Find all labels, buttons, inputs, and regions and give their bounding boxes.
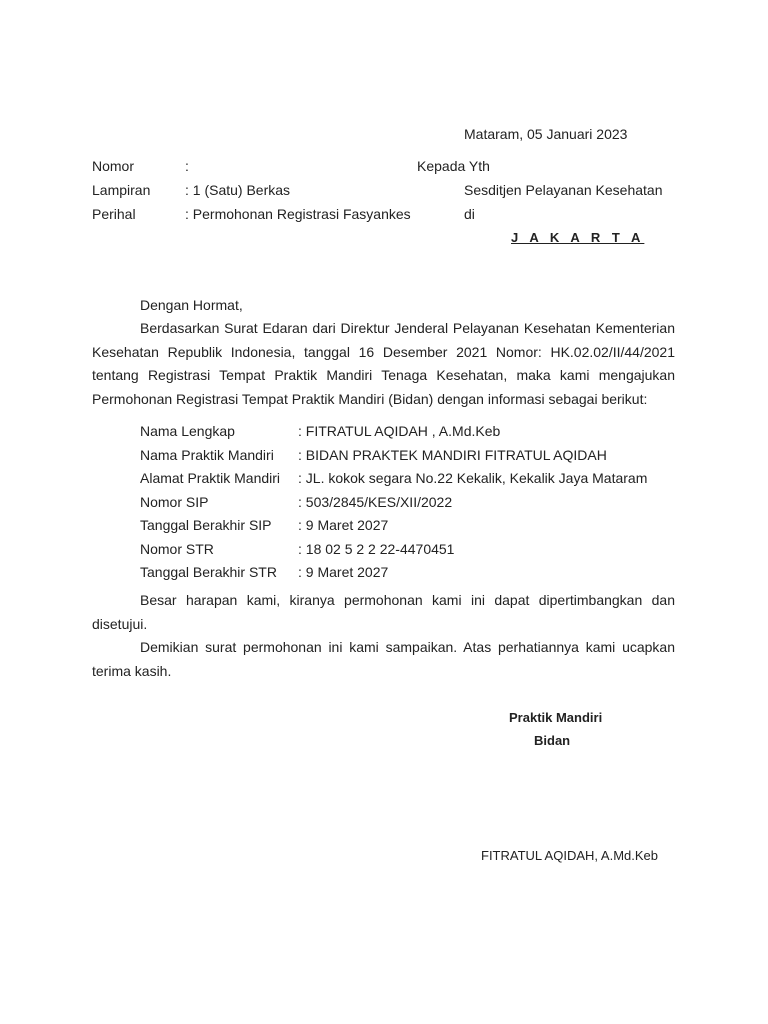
recipient-to: Kepada Yth — [417, 158, 490, 174]
info-value: : 18 02 5 2 2 22-4470451 — [298, 540, 455, 557]
recipient-city: J A K A R T A — [511, 230, 645, 245]
info-label: Tanggal Berakhir SIP — [140, 517, 272, 533]
meta-value-perihal: : Permohonan Registrasi Fasyankes — [185, 206, 411, 222]
info-label: Nomor SIP — [140, 493, 209, 510]
meta-label-perihal: Perihal — [92, 206, 136, 222]
meta-label-lampiran: Lampiran — [92, 182, 151, 198]
info-value: : FITRATUL AQIDAH , A.Md.Keb — [298, 423, 501, 439]
info-value: : JL. kokok segara No.22 Kekalik, Kekalik Jaya Mataram — [298, 470, 648, 486]
info-label: Alamat Praktik Mandiri — [140, 470, 281, 486]
place-date: Mataram, 05 Januari 2023 — [464, 126, 628, 142]
recipient-name: Sesditjen Pelayanan Kesehatan — [464, 182, 663, 198]
signature-title: Praktik Mandiri — [509, 710, 603, 725]
closing-paragraph-1: Besar harapan kami, kiranya permohonan kami ini dapat dipertimbangkan dan disetujui. — [92, 592, 675, 632]
info-label: Nama Praktik Mandiri — [140, 446, 274, 463]
info-value: : 9 Maret 2027 — [298, 564, 389, 580]
info-label: Tanggal Berakhir STR — [140, 564, 277, 580]
info-label: Nomor STR — [140, 540, 214, 557]
info-value: : BIDAN PRAKTEK MANDIRI FITRATUL AQIDAH — [298, 446, 607, 463]
info-value: : 503/2845/KES/XII/2022 — [298, 493, 453, 510]
intro-paragraph: Berdasarkan Surat Edaran dari Direktur Jenderal Pelayanan Kesehatan Kementerian Kesehatan Republik Indonesia, tanggal 16 Desember 2021 Nomor: HK.02.02/II/44/2021 tentang Registrasi Tempat Praktik Mandiri Tenaga Kesehatan, maka kami mengajukan Permohonan Registrasi Tempat Praktik Mandiri (Bidan) dengan informasi sebagai berikut: — [92, 320, 675, 407]
meta-value-nomor: : — [185, 158, 189, 174]
info-value: : 9 Maret 2027 — [298, 517, 389, 533]
meta-value-lampiran: : 1 (Satu) Berkas — [185, 182, 291, 198]
greeting: Dengan Hormat, — [140, 297, 243, 313]
recipient-at: di — [464, 206, 475, 222]
info-label: Nama Lengkap — [140, 423, 235, 439]
meta-label-nomor: Nomor — [92, 158, 135, 174]
signature-role: Bidan — [534, 733, 571, 748]
signature-name: FITRATUL AQIDAH, A.Md.Keb — [481, 848, 658, 863]
closing-paragraph-2: Demikian surat permohonan ini kami sampaikan. Atas perhatiannya kami ucapkan terima kasih. — [92, 639, 675, 679]
